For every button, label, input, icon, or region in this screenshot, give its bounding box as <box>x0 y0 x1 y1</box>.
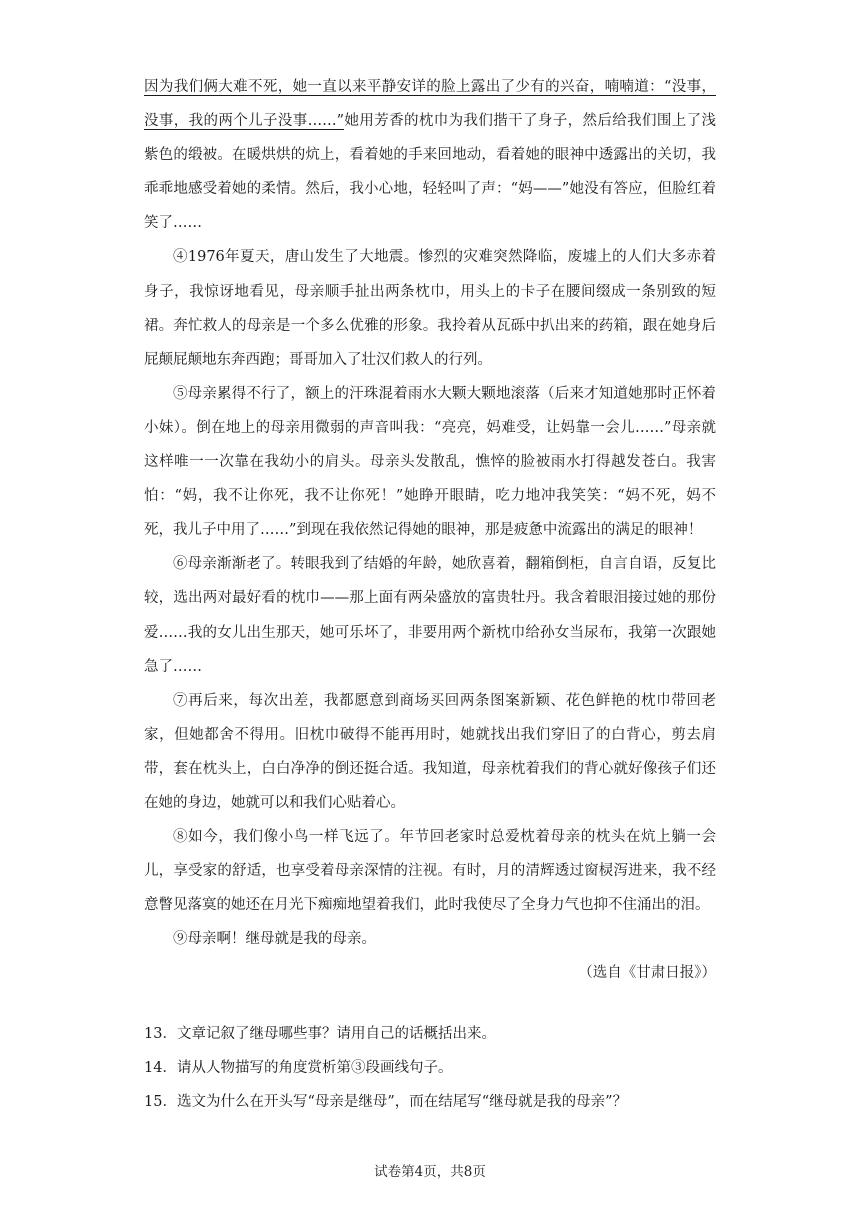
paragraph-6: ⑥母亲渐渐老了。转眼我到了结婚的年龄，她欣喜着，翻箱倒柜，自言自语，反复比较，选出两对最好看的枕巾——那上面有两朵盛放的富贵牡丹。我含着眼泪接过她的那份爱……我的女儿出生那天，她可乐坏了，非要用两个新枕巾给孙女当尿布，我第一次跟她急了…… <box>144 556 716 675</box>
question-list <box>144 1017 716 1119</box>
underlined-sentence: 因为我们俩大难不死，她一直以来平静安详的脸上露出了少有的兴奋，喃喃道：“没事，没事，我的两个儿子没事……” <box>144 79 716 130</box>
paragraph-8: ⑧如今，我们像小鸟一样飞远了。年节回老家时总爱枕着母亲的枕头在炕上躺一会儿，享受家的舒适，也享受着母亲深情的注视。有时，月的清辉透过窗棂泻进来，我不经意瞥见落寞的她还在月光下痴痴地望着我们，此时我使尽了全身力气也抑不住涌出的泪。 <box>144 829 716 914</box>
paragraph-4: ④1976年夏天，唐山发生了大地震。惨烈的灾难突然降临，废墟上的人们大多赤着身子，我惊讶地看见，母亲顺手扯出两条枕巾，用头上的卡子在腰间缀成一条别致的短裙。奔忙救人的母亲是一个多么优雅的形象。我拎着从瓦砾中扒出来的药箱，跟在她身后屁颠屁颠地东奔西跑；哥哥加入了壮汉们救人的行列。 <box>144 249 716 368</box>
paragraph-3-continued <box>144 70 716 240</box>
page-footer: 试卷第4页，共8页 <box>374 1164 486 1180</box>
paragraph-7: ⑦再后来，每次出差，我都愿意到商场买回两条图案新颖、花色鲜艳的枕巾带回老家，但她都舍不得用。旧枕巾破得不能再用时，她就找出我们穿旧了的白背心，剪去肩带，套在枕头上，白白净净的倒还挺合适。我知道，母亲枕着我们的背心就好像孩子们还在她的身边，她就可以和我们心贴着心。 <box>144 692 716 811</box>
question-13: 13．文章记叙了继母哪些事？请用自己的话概括出来。 <box>144 1026 496 1042</box>
reading-passage <box>144 70 716 991</box>
paragraph-5: ⑤母亲累得不行了，额上的汗珠混着雨水大颗大颗地滚落（后来才知道她那时正怀着小妹）。倒在地上的母亲用微弱的声音叫我：“亮亮，妈难受，让妈靠一会儿……”母亲就这样唯一一次靠在我幼小的肩头。母亲头发散乱，憔悴的脸被雨水打得越发苍白。我害怕：“妈，我不让你死，我不让你死！”她睁开眼睛，吃力地冲我笑笑：“妈不死，妈不死，我儿子中用了……”到现在我依然记得她的眼神，那是疲惫中流露出的满足的眼神！ <box>144 385 716 539</box>
question-14: 14．请从人物描写的角度赏析第③段画线句子。 <box>144 1060 453 1076</box>
paragraph-9: ⑨母亲啊！继母就是我的母亲。 <box>173 931 376 948</box>
paragraph-3-rest: 她用芳香的枕巾为我们揩干了身子，然后给我们围上了浅紫色的缎被。在暖烘烘的炕上，看着她的手来回地动，看着她的眼神中透露出的关切，我乖乖地感受着她的柔情。然后，我小心地，轻轻叫了声：“妈——”她没有答应，但脸红着笑了…… <box>144 113 716 232</box>
source-citation: （选自《甘肃日报》） <box>578 965 716 982</box>
question-15: 15．选文为什么在开头写“母亲是继母”，而在结尾写“继母就是我的母亲”？ <box>144 1094 628 1110</box>
